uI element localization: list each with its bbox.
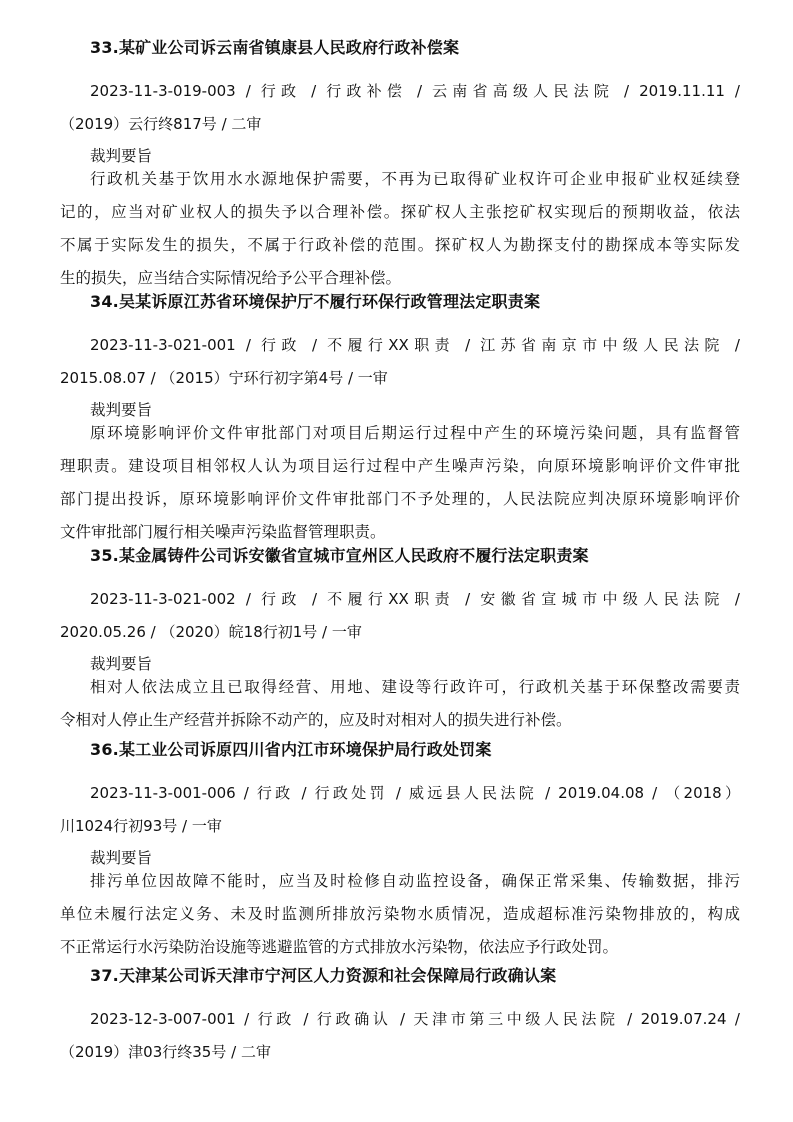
- meta-line: 2023-11-3-001-006 / 行政 / 行政处罚 / 威远县人民法院 / 2019.04.08 / （2018）: [90, 784, 740, 802]
- body-line: 行政机关基于饮用水水源地保护需要，不再为已取得矿业权许可企业申报矿业权延续登: [90, 170, 740, 188]
- body-line: 文件审批部门履行相关噪声污染监督管理职责。: [60, 523, 386, 541]
- ruling-label: 裁判要旨: [90, 147, 153, 165]
- meta-line: 川1024行初93号 / 一审: [60, 817, 222, 835]
- meta-line: （2019）云行终817号 / 二审: [60, 115, 262, 133]
- case-title: 37.天津某公司诉天津市宁河区人力资源和社会保障局行政确认案: [90, 966, 557, 985]
- ruling-label: 裁判要旨: [90, 655, 153, 673]
- body-line: 令相对人停止生产经营并拆除不动产的，应及时对相对人的损失进行补偿。: [60, 711, 572, 729]
- body-line: 理职责。建设项目相邻权人认为项目运行过程中产生噪声污染，向原环境影响评价文件审批: [60, 457, 740, 475]
- ruling-body: [60, 865, 740, 964]
- meta-line: 2023-12-3-007-001 / 行政 / 行政确认 / 天津市第三中级人民法院 / 2019.07.24 /: [90, 1010, 740, 1028]
- case-meta: [60, 1003, 740, 1069]
- case-title: 33.某矿业公司诉云南省镇康县人民政府行政补偿案: [90, 38, 460, 57]
- meta-line: （2019）津03行终35号 / 二审: [60, 1043, 271, 1061]
- meta-line: 2020.05.26 / （2020）皖18行初1号 / 一审: [60, 623, 362, 641]
- body-line: 生的损失，应当结合实际情况给予公平合理补偿。: [60, 269, 402, 287]
- body-line: 原环境影响评价文件审批部门对项目后期运行过程中产生的环境污染问题，具有监督管: [90, 424, 740, 442]
- case-meta: [60, 329, 740, 395]
- meta-line: 2023-11-3-021-001 / 行政 / 不履行XX职责 / 江苏省南京市中级人民法院 /: [90, 336, 740, 354]
- case-title: 36.某工业公司诉原四川省内江市环境保护局行政处罚案: [90, 740, 492, 759]
- case-title: 34.吴某诉原江苏省环境保护厅不履行环保行政管理法定职责案: [90, 292, 541, 311]
- ruling-body: [60, 163, 740, 295]
- meta-line: 2023-11-3-019-003 / 行政 / 行政补偿 / 云南省高级人民法院 / 2019.11.11 /: [90, 82, 740, 100]
- body-line: 记的，应当对矿业权人的损失予以合理补偿。探矿权人主张挖矿权实现后的预期收益，依法: [60, 203, 740, 221]
- ruling-body: [60, 417, 740, 549]
- case-meta: [60, 75, 740, 141]
- ruling-label: 裁判要旨: [90, 401, 153, 419]
- case-meta: [60, 583, 740, 649]
- body-line: 相对人依法成立且已取得经营、用地、建设等行政许可，行政机关基于环保整改需要责: [90, 678, 740, 696]
- body-line: 排污单位因故障不能时，应当及时检修自动监控设备，确保正常采集、传输数据，排污: [90, 872, 740, 890]
- case-meta: [60, 777, 740, 843]
- meta-line: 2023-11-3-021-002 / 行政 / 不履行XX职责 / 安徽省宣城市中级人民法院 /: [90, 590, 740, 608]
- body-line: 单位未履行法定义务、未及时监测所排放污染物水质情况，造成超标准污染物排放的，构成: [60, 905, 740, 923]
- body-line: 不属于实际发生的损失，不属于行政补偿的范围。探矿权人为勘探支付的勘探成本等实际发: [60, 236, 740, 254]
- meta-line: 2015.08.07 / （2015）宁环行初字第4号 / 一审: [60, 369, 388, 387]
- case-title: 35.某金属铸件公司诉安徽省宣城市宣州区人民政府不履行法定职责案: [90, 546, 589, 565]
- body-line: 不正常运行水污染防治设施等逃避监管的方式排放水污染物，依法应予行政处罚。: [60, 938, 619, 956]
- ruling-label: 裁判要旨: [90, 849, 153, 867]
- ruling-body: [60, 671, 740, 737]
- body-line: 部门提出投诉，原环境影响评价文件审批部门不予处理的，人民法院应判决原环境影响评价: [60, 490, 740, 508]
